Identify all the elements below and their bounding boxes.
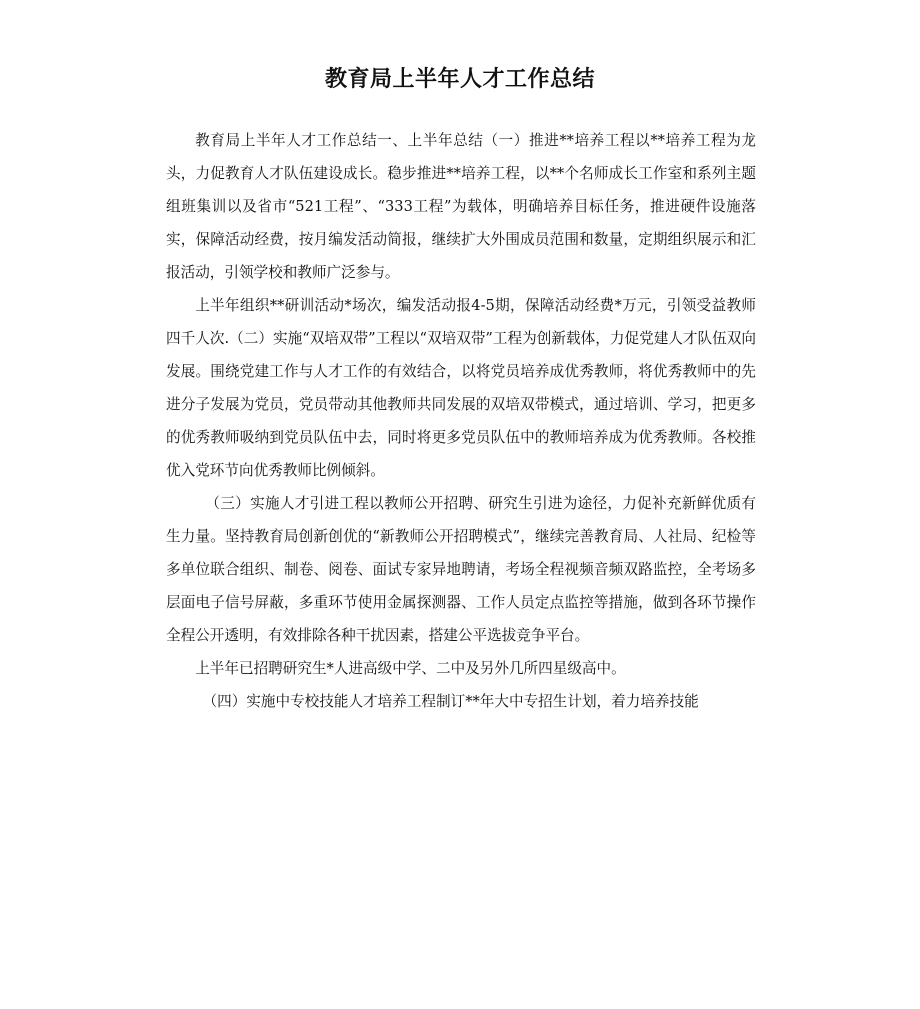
- document-title: 教育局上半年人才工作总结: [324, 67, 595, 92]
- document-body: [166, 124, 756, 718]
- paragraph-3: （三）实施人才引进工程以教师公开招聘、研究生引进为途径，力促补充新鲜优质有生力量。坚持教育局创新创优的“新教师公开招聘模式”，继续完善教育局、人社局、纪检等多单位联合组织、制卷、阅卷、面试专家异地聘请，考场全程视频音频双路监控，全考场多层面电子信号屏蔽，多重环节使用金属探测器、工作人员定点监控等措施，做到各环节操作全程公开透明，有效排除各种干扰因素，搭建公平选拔竞争平台。: [166, 495, 756, 644]
- paragraph-2: 上半年组织**研训活动*场次，编发活动报4-5期，保障活动经费*万元，引领受益教师四千人次.（二）实施“双培双带”工程以“双培双带”工程为创新载体，力促党建人才队伍双向发展。围绕党建工作与人才工作的有效结合，以将党员培养成优秀教师，将优秀教师中的先进分子发展为党员，党员带动其他教师共同发展的双培双带模式，通过培训、学习，把更多的优秀教师吸纳到党员队伍中去，同时将更多党员队伍中的教师培养成为优秀教师。各校推优入党环节向优秀教师比例倾斜。: [166, 297, 756, 479]
- paragraph-5: （四）实施中专校技能人才培养工程制订**年大中专招生计划，着力培养技能: [202, 693, 699, 710]
- paragraph-4: 上半年已招聘研究生*人进高级中学、二中及另外几所四星级高中。: [195, 660, 626, 677]
- paragraph-1: 教育局上半年人才工作总结一、上半年总结（一）推进**培养工程以**培养工程为龙头，力促教育人才队伍建设成长。稳步推进**培养工程，以**个名师成长工作室和系列主题组班集训以及省市“521工程”、“333工程”为载体，明确培养目标任务，推进硬件设施落实，保障活动经费，按月编发活动简报，继续扩大外围成员范围和数量，定期组织展示和汇报活动，引领学校和教师广泛参与。: [166, 132, 756, 281]
